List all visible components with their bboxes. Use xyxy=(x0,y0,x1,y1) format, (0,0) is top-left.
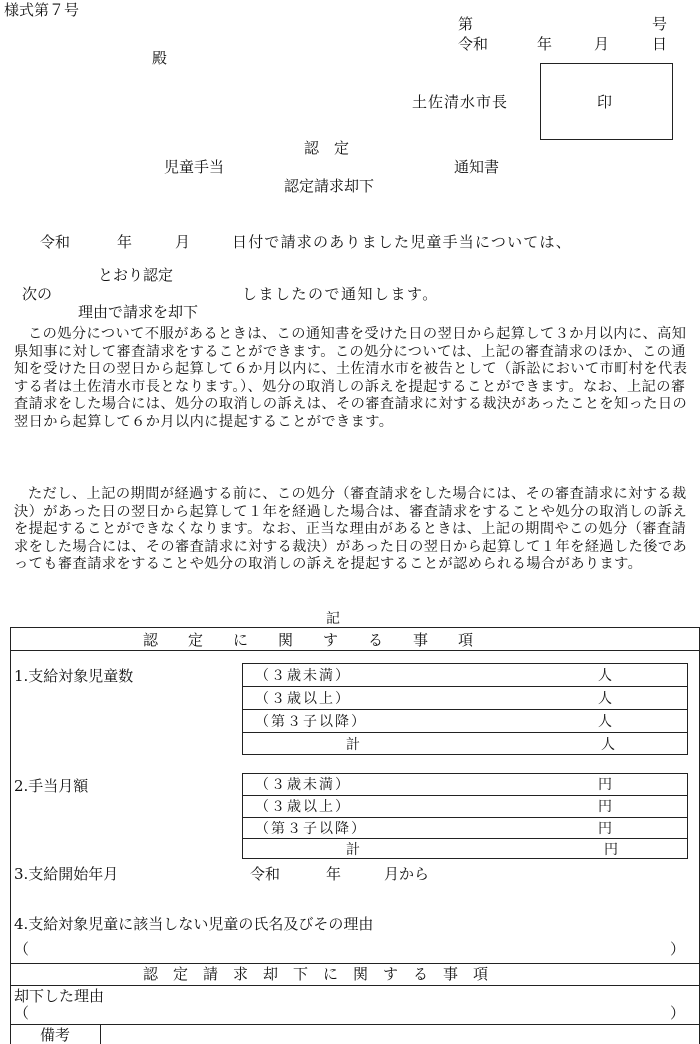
rejection-label: 却下した理由 xyxy=(14,987,105,1005)
appeal-paragraph-2: ただし、上記の期間が経過する前に、この処分（審査請求をした場合には、その審査請求に対する裁決）があった日の翌日から起算して１年を経過した場合は、審査請求をすることや処分の取消しの訴えを提起することができなくなります。なお、正当な理由があるときは、上記の期間やこの処分（審査請求をした場合には、その審査請求に対する裁決）があった日の翌日から起算して１年を経過した後であっても審査請求をすることや処分の取消しの訴えを提起することが認められる場合があります。 xyxy=(14,486,688,573)
item4-close-paren: ） xyxy=(670,940,686,958)
notice-era: 令和 xyxy=(40,233,71,251)
item1-row-label: （３歳未満） xyxy=(255,668,351,684)
title-top: 認 定 xyxy=(304,139,350,157)
item2-total-label: 計 xyxy=(346,842,360,858)
decision-option-reject: 理由で請求を却下 xyxy=(78,303,199,321)
item1-row-label: （第３子以降） xyxy=(255,714,367,730)
section2-header: 認 定 請 求 却 下 に 関 す る 事 項 xyxy=(143,965,489,983)
section1-header: 認 定 に 関 す る 事 項 xyxy=(143,631,474,649)
item2-row-label: （３歳以上） xyxy=(255,799,351,815)
ki-mark: 記 xyxy=(326,611,340,627)
remarks-column-divider xyxy=(100,1024,101,1044)
item3-month: 月から xyxy=(384,865,430,883)
seal-mark: 印 xyxy=(597,93,613,111)
item4-open-paren: （ xyxy=(14,940,30,958)
item2-label: 2.手当月額 xyxy=(14,777,89,795)
item3-year: 年 xyxy=(326,865,342,883)
remarks-label: 備考 xyxy=(40,1026,71,1044)
item1-row-unit: 人 xyxy=(598,691,612,707)
item2-line-2 xyxy=(242,817,688,818)
date-day: 日 xyxy=(652,35,668,53)
addressee-suffix: 殿 xyxy=(152,49,168,67)
section1-divider xyxy=(10,650,700,651)
item2-line-1 xyxy=(242,795,688,796)
notice-text: 日付で請求のありました児童手当については、 xyxy=(232,233,572,251)
item2-row-unit: 円 xyxy=(598,799,612,815)
item1-line-2 xyxy=(242,709,688,710)
item1-line-1 xyxy=(242,686,688,687)
date-month: 月 xyxy=(594,35,610,53)
item1-total-unit: 人 xyxy=(601,737,615,753)
section2-top-divider xyxy=(10,963,700,964)
remarks-divider xyxy=(10,1024,700,1025)
item1-row-unit: 人 xyxy=(598,668,612,684)
form-number: 様式第７号 xyxy=(4,1,80,19)
doc-number-prefix: 第 xyxy=(458,15,474,33)
item4-label: 4.支給対象児童に該当しない児童の氏名及びその理由 xyxy=(14,915,374,933)
notice-year: 年 xyxy=(117,233,133,251)
doc-number-suffix: 号 xyxy=(652,15,668,33)
item2-total-unit: 円 xyxy=(604,842,618,858)
decision-option-approve: とおり認定 xyxy=(98,266,174,284)
date-era: 令和 xyxy=(458,35,489,53)
issuer-name: 土佐清水市長 xyxy=(412,93,509,111)
title-left: 児童手当 xyxy=(164,158,225,176)
item2-row-unit: 円 xyxy=(598,821,612,837)
item1-row-label: （３歳以上） xyxy=(255,691,351,707)
item3-era: 令和 xyxy=(250,865,281,883)
item2-row-label: （第３子以降） xyxy=(255,821,367,837)
item2-row-label: （３歳未満） xyxy=(255,777,351,793)
date-year: 年 xyxy=(537,35,553,53)
rejection-close-paren: ） xyxy=(670,1004,686,1022)
item1-line-3 xyxy=(242,732,688,733)
item1-label: 1.支給対象児童数 xyxy=(14,667,134,685)
title-bottom: 認定請求却下 xyxy=(284,177,375,195)
decision-tail: しましたので通知します。 xyxy=(242,285,439,303)
title-right: 通知書 xyxy=(454,158,500,176)
decision-lead: 次の xyxy=(22,285,53,303)
appeal-paragraph-1: この処分について不服があるときは、この通知書を受けた日の翌日から起算して３か月以内に、高知県知事に対して審査請求をすることができます。この処分については、上記の審査請求のほか、この通知を受けた日の翌日から起算して６か月以内に、土佐清水市を被告として（訴訟において市町村を代表する者は土佐清水市長となります。）、処分の取消しの訴えを提起することができます。なお、上記の審査請求をした場合には、処分の取消しの訴えは、その審査請求に対する裁決があったことを知った日の翌日から起算して６か月以内に提起することができます。 xyxy=(14,326,688,430)
item1-total-label: 計 xyxy=(346,737,360,753)
item3-label: 3.支給開始年月 xyxy=(14,865,119,883)
rejection-open-paren: （ xyxy=(14,1004,30,1022)
item1-row-unit: 人 xyxy=(598,714,612,730)
notice-month: 月 xyxy=(175,233,191,251)
item2-line-3 xyxy=(242,838,688,839)
section2-header-divider xyxy=(10,985,700,986)
item2-row-unit: 円 xyxy=(598,777,612,793)
